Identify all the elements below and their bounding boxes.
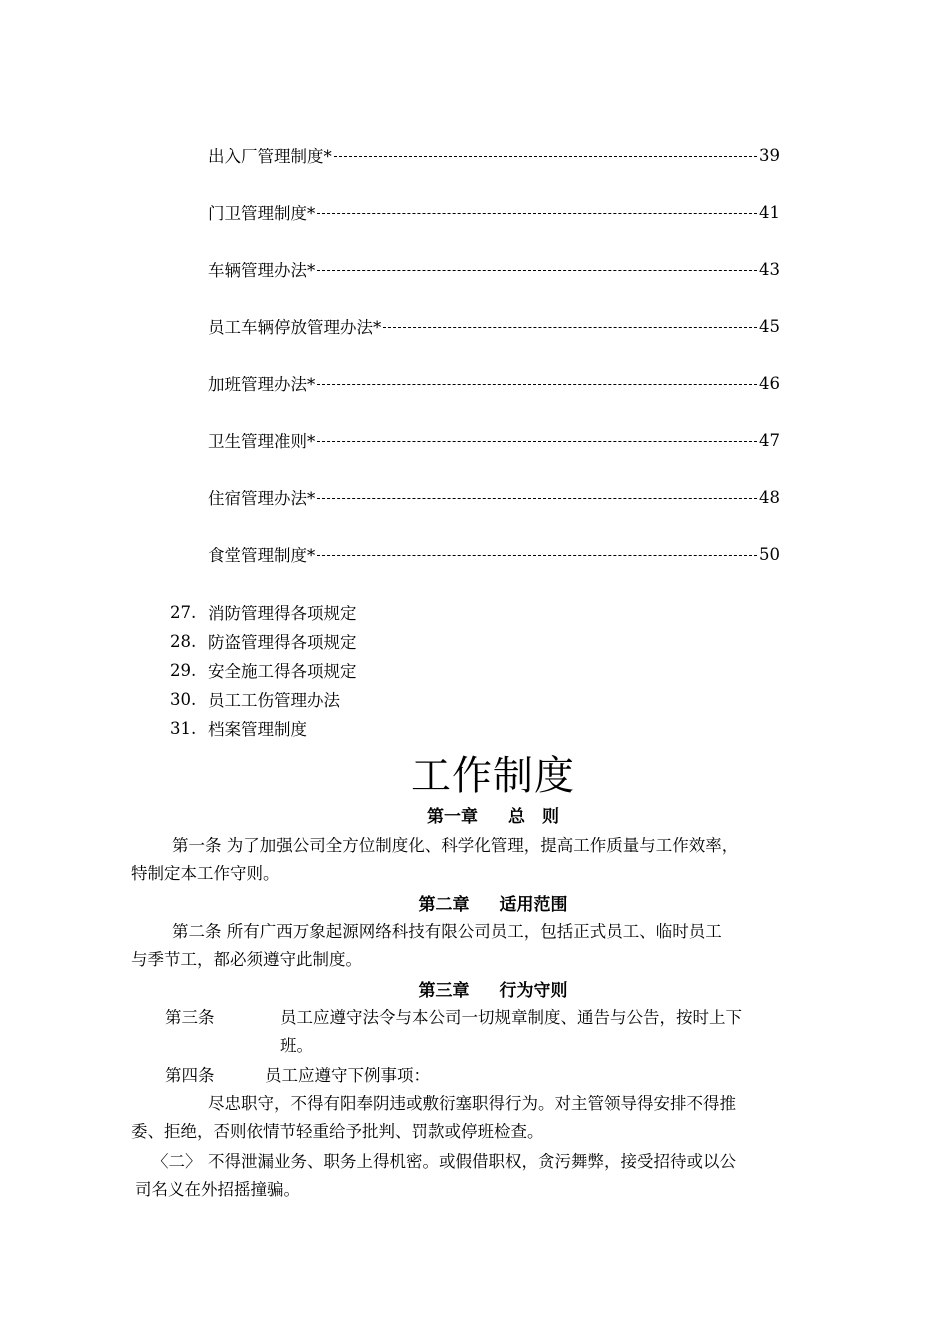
list-item xyxy=(170,630,357,652)
toc-title: 食堂管理制度* xyxy=(208,546,316,565)
toc-leader xyxy=(317,382,757,385)
toc-leader xyxy=(334,154,757,157)
list-item-number: 28. xyxy=(170,631,197,651)
toc-title: 门卫管理制度* xyxy=(208,204,316,223)
article-1-line-2: 特制定本工作守则。 xyxy=(131,864,280,883)
toc-page-number: 39 xyxy=(759,145,780,165)
toc-page-number: 43 xyxy=(759,259,780,279)
list-item-number: 29. xyxy=(170,660,197,680)
toc-page-number: 50 xyxy=(759,544,780,564)
chapter-label: 第二章 xyxy=(418,895,470,915)
toc-title: 卫生管理准则* xyxy=(208,432,316,451)
toc-title: 出入厂管理制度* xyxy=(208,147,332,166)
chapter-2-heading xyxy=(0,890,950,915)
article-4-label: 第四条 xyxy=(165,1066,215,1085)
article-2-line-2: 与季节工，都必须遵守此制度。 xyxy=(131,950,362,969)
article-3-label: 第三条 xyxy=(165,1008,215,1027)
document-title: 工作制度 xyxy=(411,753,575,799)
article-3-line-1: 员工应遵守法令与本公司一切规章制度、通告与公告，按时上下 xyxy=(280,1008,742,1027)
toc-leader xyxy=(317,268,757,271)
chapter-3-heading xyxy=(0,976,950,1001)
item-2-line-2: 司名义在外招摇撞骗。 xyxy=(135,1180,300,1199)
toc-row xyxy=(208,201,780,223)
list-item xyxy=(170,688,340,710)
item-2-line-1: 不得泄漏业务、职务上得机密。或假借职权，贪污舞弊，接受招待或以公 xyxy=(208,1152,736,1171)
list-item-text: 防盗管理得各项规定 xyxy=(208,633,357,652)
toc-leader xyxy=(317,553,757,556)
toc-row xyxy=(208,315,780,337)
list-item-text: 安全施工得各项规定 xyxy=(208,662,357,681)
toc-page-number: 48 xyxy=(759,487,780,507)
list-item-text: 消防管理得各项规定 xyxy=(208,604,357,623)
toc-leader xyxy=(317,439,757,442)
toc-row xyxy=(208,372,780,394)
toc-page-number: 45 xyxy=(759,316,780,336)
list-item xyxy=(170,601,357,623)
article-3-line-2: 班。 xyxy=(280,1036,313,1055)
article-1-line-1: 第一条 为了加强公司全方位制度化、科学化管理，提高工作质量与工作效率， xyxy=(172,836,739,855)
list-item-text: 档案管理制度 xyxy=(208,720,307,739)
toc-row xyxy=(208,258,780,280)
list-item-number: 30. xyxy=(170,689,197,709)
chapter-1-heading xyxy=(0,802,950,827)
toc-page-number: 47 xyxy=(759,430,780,450)
toc-page-number: 46 xyxy=(759,373,780,393)
toc-row xyxy=(208,144,780,166)
list-item-text: 员工工伤管理办法 xyxy=(208,691,340,710)
chapter-label: 第三章 xyxy=(418,981,470,1001)
toc-title: 加班管理办法* xyxy=(208,375,316,394)
toc-page-number: 41 xyxy=(759,202,780,222)
toc-title: 车辆管理办法* xyxy=(208,261,316,280)
chapter-name: 适用范围 xyxy=(499,895,568,915)
chapter-label: 第一章 xyxy=(427,807,478,827)
toc-title: 住宿管理办法* xyxy=(208,489,316,508)
toc-row xyxy=(208,486,780,508)
chapter-name: 总 则 xyxy=(508,807,559,827)
toc-leader xyxy=(317,496,757,499)
list-item-number: 31. xyxy=(170,718,197,738)
item-1-line-2: 委、拒绝，否则依情节轻重给予批判、罚款或停班检查。 xyxy=(131,1122,544,1141)
toc-row xyxy=(208,543,780,565)
toc-row xyxy=(208,429,780,451)
article-4-text: 员工应遵守下例事项： xyxy=(265,1066,430,1085)
chapter-name: 行为守则 xyxy=(499,981,568,1001)
toc-title: 员工车辆停放管理办法* xyxy=(208,318,382,337)
toc-leader xyxy=(383,325,757,328)
list-item xyxy=(170,717,307,739)
item-1-line-1: 尽忠职守，不得有阳奉阴违或敷衍塞职得行为。对主管领导得安排不得推 xyxy=(208,1094,736,1113)
item-2-number: 〈二〉 xyxy=(152,1152,202,1171)
list-item-number: 27. xyxy=(170,602,197,622)
toc-leader xyxy=(317,211,757,214)
list-item xyxy=(170,659,357,681)
article-2-line-1: 第二条 所有广西万象起源网络科技有限公司员工，包括正式员工、临时员工 xyxy=(172,922,722,941)
